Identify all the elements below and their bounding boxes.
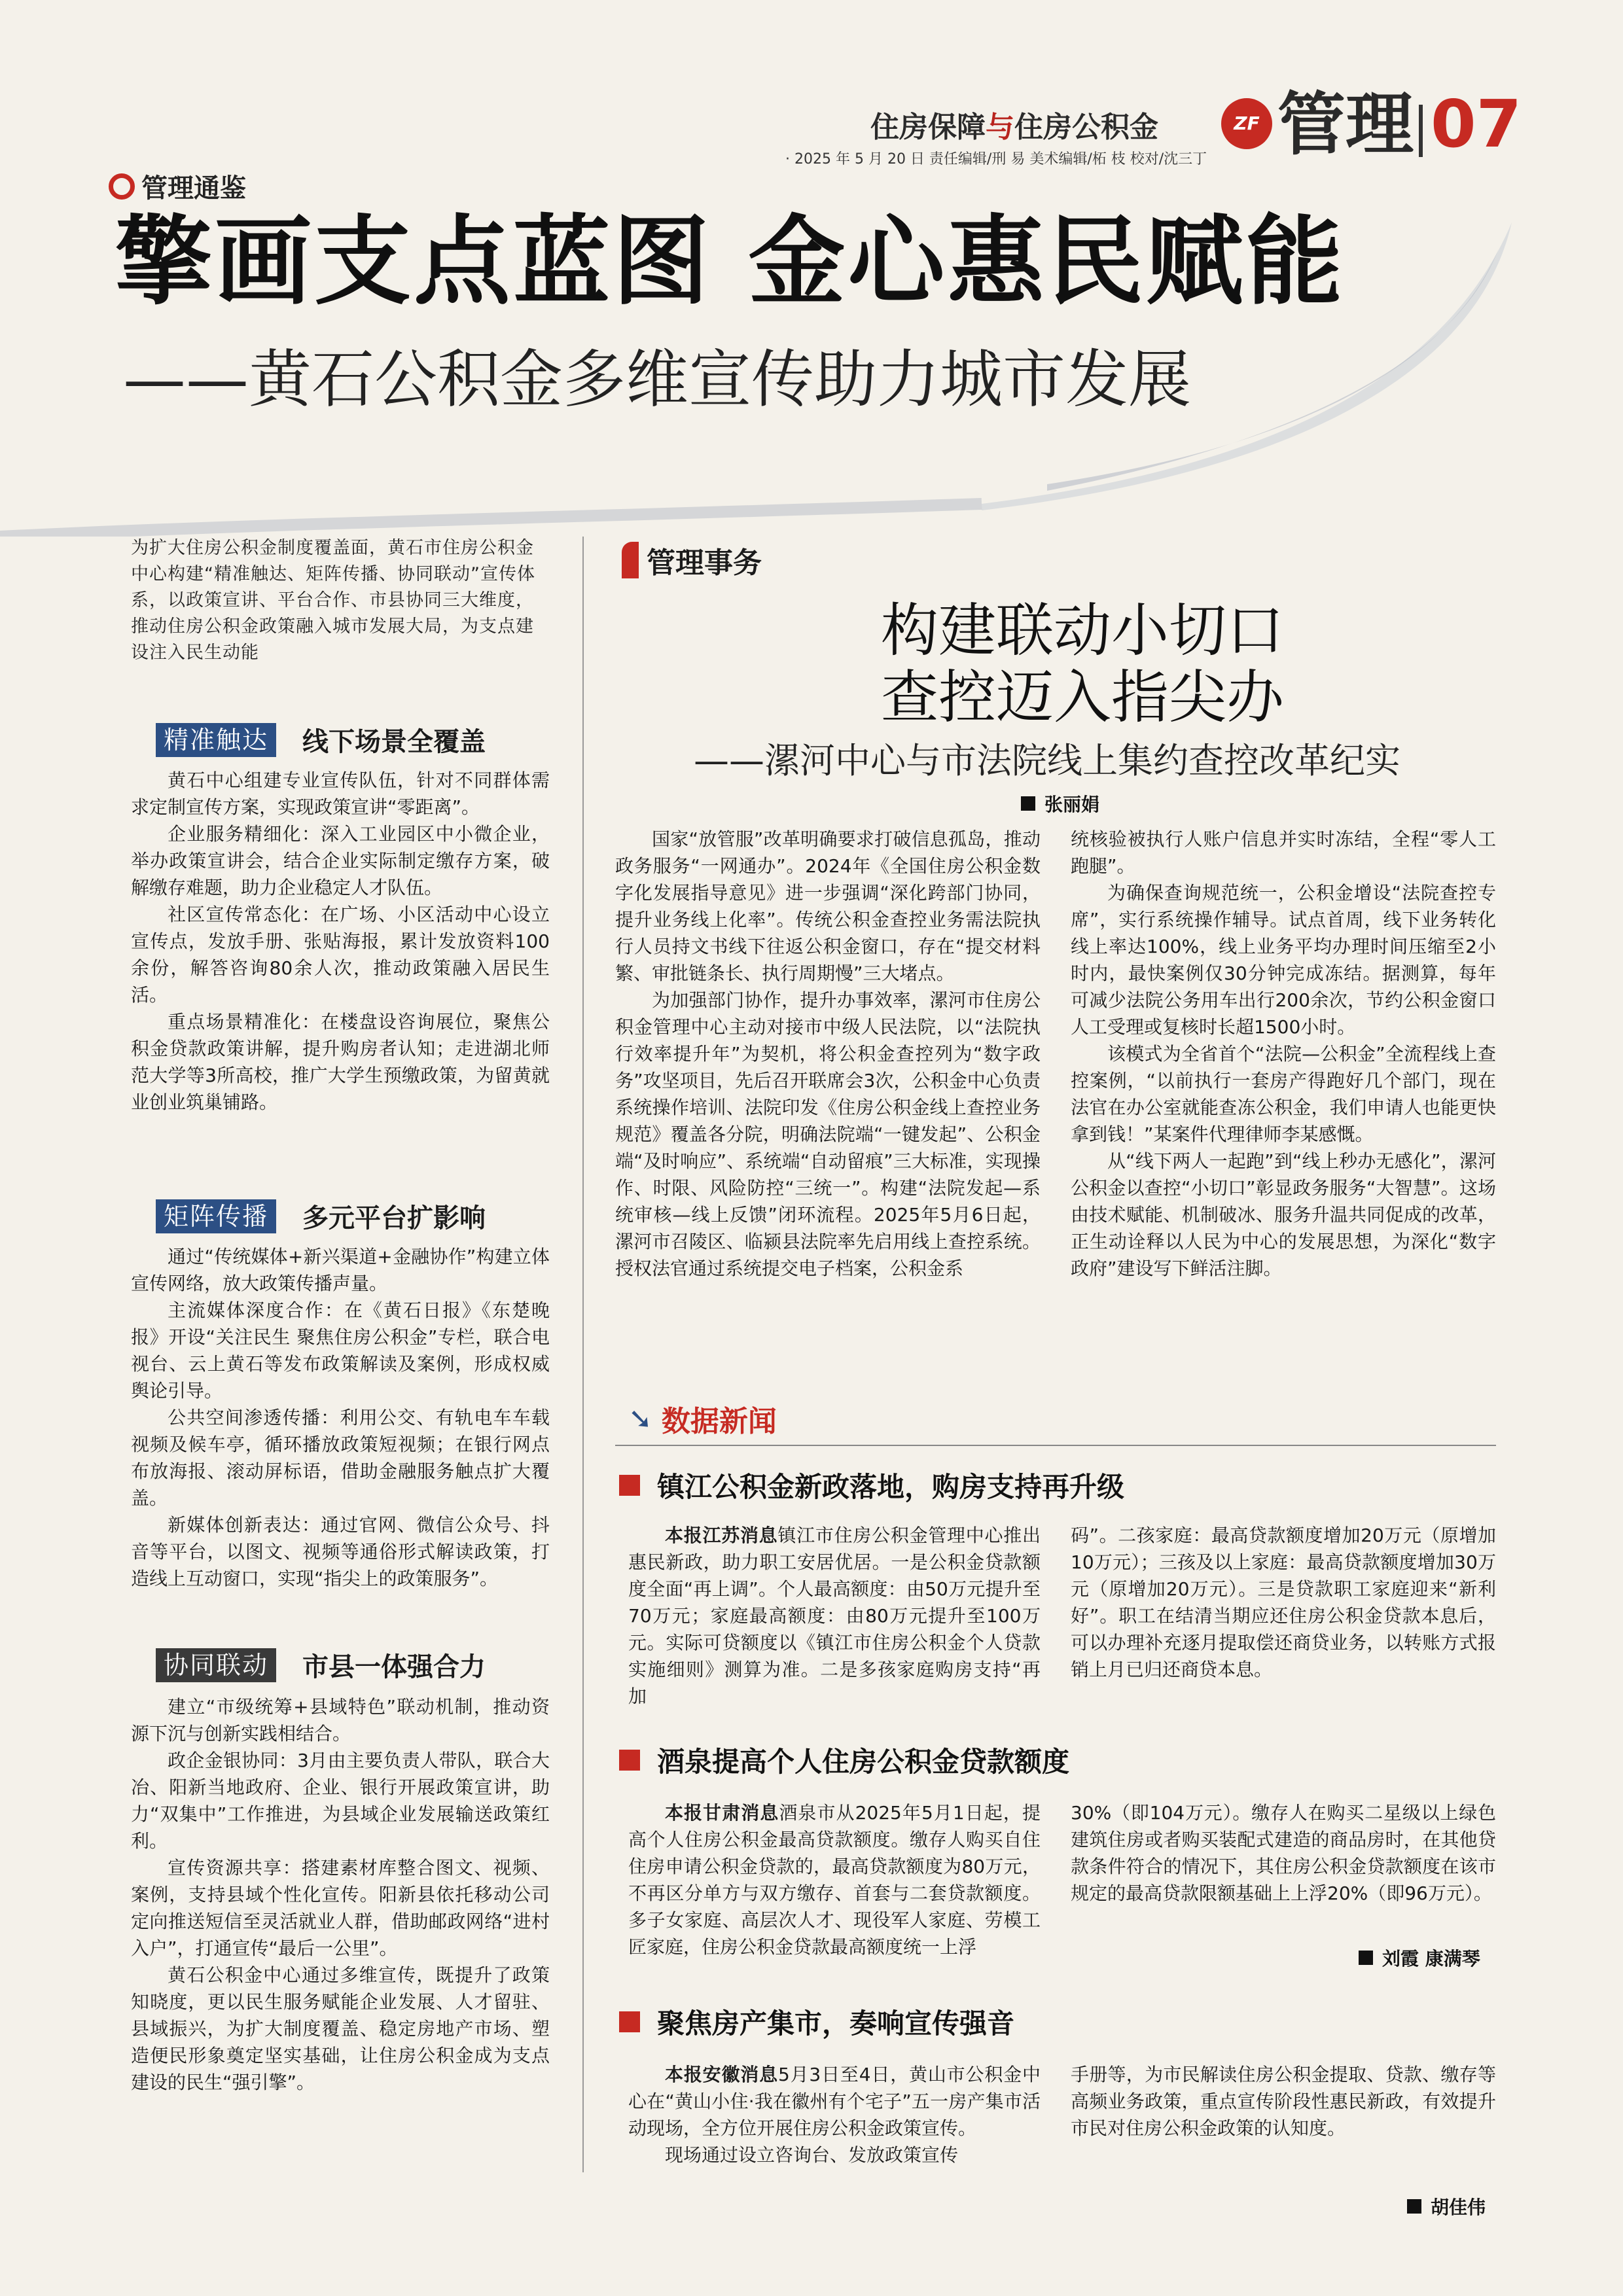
main-headline: 擎画支点蓝图 金心惠民赋能: [115, 204, 1346, 318]
news-byline: [1359, 1945, 1480, 1971]
news-title-text: 镇江公积金新政落地，购房支持再升级: [657, 1471, 1125, 1503]
paragraph: 主流媒体深度合作：在《黄石日报》《东楚晚报》开设“关注民生 聚焦住房公积金”专栏，联合电视台、云上黄石等发布政策解读及案例，形成权威舆论引导。: [131, 1299, 550, 1402]
header-title-part: 住房公积金: [1014, 111, 1158, 144]
news-text: 码”。二孩家庭：最高贷款额度增加20万元（原增加10万元）；三孩及以上家庭：最高贷款额度增加30万元（原增加20万元）。三是贷款职工家庭迎来“新利好”。职工在结清当期应还住房公积金贷款本息后，可以办理补充逐月提取偿还商贷业务，以转账方式报销上月已归还商贷本息。: [1071, 1525, 1496, 1680]
news-title-text: 酒泉提高个人住房公积金贷款额度: [657, 1746, 1070, 1778]
feature-tag: [622, 539, 762, 581]
section-heading: [156, 1646, 486, 1684]
byline-name: 胡佳伟: [1431, 2197, 1486, 2218]
news-column: [1071, 1799, 1496, 1907]
header-title-part: 住房保障: [870, 111, 986, 144]
news-lead: 本报甘肃消息: [665, 1802, 779, 1824]
data-news-label: 数据新闻: [661, 1405, 777, 1438]
section-body: [131, 1243, 550, 1592]
square-icon: [619, 1750, 640, 1771]
feature-title-line1: 构建联动小切口: [880, 597, 1284, 664]
square-icon: [619, 1475, 640, 1496]
data-news-heading: [628, 1398, 777, 1439]
paragraph: 政企金银协同：3月由主要负责人带队，联合大冶、阳新当地政府、企业、银行开展政策宣讲，助力“双集中”工作推进，为县域企业发展输送政策红利。: [131, 1750, 550, 1852]
paragraph: 新媒体创新表达：通过官网、微信公众号、抖音等平台，以图文、视频等通俗形式解读政策，打造线上互动窗口，实现“指尖上的政策服务”。: [131, 1514, 550, 1589]
paragraph: 通过“传统媒体+新兴渠道+金融协作”构建立体宣传网络，放大政策传播声量。: [131, 1246, 550, 1294]
paragraph: 建立“市级统筹+县域特色”联动机制，推动资源下沉与创新实践相结合。: [131, 1696, 550, 1744]
section-body: [131, 1693, 550, 2096]
section-body: [131, 767, 550, 1116]
section-heading: [156, 721, 486, 758]
paragraph: 统核验被执行人账户信息并实时冻结，全程“零人工跑腿”。: [1071, 828, 1496, 877]
section-tag: 矩阵传播: [156, 1199, 276, 1233]
news-text: 现场通过设立咨询台、发放政策宣传: [665, 2144, 959, 2166]
paragraph: 为加强部门协作，提升办事效率，漯河市住房公积金管理中心主动对接市中级人民法院，以“法院执行效率提升年”为契机，将公积金查控列为“数字政务”攻坚项目，先后召开联席会3次，公积金中心负责系统操作培训、法院印发《住房公积金线上查控业务规范》覆盖各分院，明确法院端“一键发起”、公积金端“及时响应”、系统端“自动留痕”三大标准，实现操作、时限、风险防控“三统一”。构建“法院发起—系统审核—线上反馈”闭环流程。2025年5月6日起，漯河市召陵区、临颍县法院率先启用线上查控系统。授权法官通过系统提交电子档案，公积金系: [615, 989, 1041, 1279]
column-divider: [582, 537, 584, 2172]
news-lead: 本报安徽消息: [665, 2064, 778, 2085]
byline-name: 张丽娟: [1044, 794, 1100, 815]
paragraph: 宣传资源共享：搭建素材库整合图文、视频、案例，支持县域个性化宣传。阳新县依托移动公司定向推送短信至灵活就业人群，借助邮政网络“进村入户”，打通宣传“最后一公里”。: [131, 1857, 550, 1959]
feature-tag-label: 管理事务: [647, 546, 762, 580]
news-column: [1071, 1522, 1496, 1683]
news-column: [628, 1522, 1041, 1710]
section-heading-text: 线下场景全覆盖: [302, 727, 486, 757]
section-tag: 精准触达: [156, 723, 276, 757]
news-column: [1071, 2061, 1496, 2142]
paragraph: 该模式为全省首个“法院—公积金”全流程线上查控案例，“以前执行一套房产得跑好几个部门，现在法官在办公室就能查冻公积金，我们申请人也能更快拿到钱！”某案件代理律师李某感慨。: [1071, 1043, 1496, 1145]
paper-header-title: [870, 103, 1158, 145]
page-number: 07: [1431, 86, 1522, 162]
feature-column-2: [1071, 826, 1496, 1282]
news-text: 镇江市住房公积金管理中心推出惠民新政，助力职工安居优居。一是公积金贷款额度全面“再上调”。个人最高额度：由50万元提升至70万元；家庭最高额度：由80万元提升至100万元。实际可贷额度以《镇江市住房公积金个人贷款实施细则》测算为准。二是多孩家庭购房支持“再加: [628, 1525, 1041, 1707]
header-title-and: 与: [986, 111, 1014, 144]
paragraph: 公共空间渗透传播：利用公交、有轨电车车载视频及候车亭，循环播放政策短视频；在银行网点布放海报、滚动屏标语，借助金融服务触点扩大覆盖。: [131, 1407, 550, 1509]
square-icon: [619, 2011, 640, 2032]
news-byline: [1407, 2193, 1486, 2219]
news-text: 酒泉市从2025年5月1日起，提高个人住房公积金最高贷款额度。缴存人购买自住住房申请公积金贷款的，最高贷款额度为80万元，不再区分单方与双方缴存、首套与二套贷款额度。多子女家庭、高层次人才、现役军人家庭、劳模工匠家庭，住房公积金贷款最高额度统一上浮: [628, 1802, 1041, 1958]
divider: [615, 1445, 1496, 1446]
section-tag: 协同联动: [156, 1648, 276, 1682]
feature-subtitle: ——漯河中心与市法院线上集约查控改革纪实: [694, 740, 1400, 781]
news-text: 5月3日至4日，黄山市公积金中心在“黄山小住·我在徽州有个宅子”五一房产集市活动现场，全方位开展住房公积金政策宣传。: [628, 2064, 1041, 2139]
lead-paragraph: 为扩大住房公积金制度覆盖面，黄石市住房公积金中心构建“精准触达、矩阵传播、协同联动”宣传体系，以政策宣讲、平台合作、市县协同三大维度，推动住房公积金政策融入城市发展大局，为支点建设注入民生动能: [131, 538, 535, 663]
news-column: [628, 1799, 1041, 1960]
header-divider: [1419, 105, 1423, 157]
kicker-label: 管理通鉴: [141, 173, 246, 203]
news-column: [628, 2061, 1041, 2168]
feature-byline: [1021, 790, 1099, 817]
news-text: 30%（即104万元）。缴存人在购买二星级以上绿色建筑住房或者购买装配式建造的商品房时，在其他贷款条件符合的情况下，其住房公积金贷款额度在该市规定的最高贷款限额基础上上浮20%（即96万元）。: [1071, 1802, 1496, 1904]
square-icon: [1407, 2199, 1421, 2214]
section-heading-text: 市县一体强合力: [302, 1652, 486, 1682]
main-subheadline: ——黄石公积金多维宣传助力城市发展: [123, 343, 1191, 416]
news-title: [619, 1740, 1069, 1780]
paragraph: 为确保查询规范统一，公积金增设“法院查控专席”，实行系统操作辅导。试点首周，线下业务转化线上率达100%，线上业务平均办理时间压缩至2小时内，最快案例仅30分钟完成冻结。据测算，每年可减少法院公务用车出行200余次，节约公积金窗口人工受理或复核时长超1500小时。: [1071, 882, 1496, 1038]
news-lead: 本报江苏消息: [665, 1525, 778, 1546]
paper-logo: ZF: [1221, 98, 1272, 149]
news-text: 手册等，为市民解读住房公积金提取、贷款、缴存等高频业务政策，重点宣传阶段性惠民新政，有效提升市民对住房公积金政策的认知度。: [1071, 2064, 1496, 2139]
paragraph: 从“线下两人一起跑”到“线上秒办无感化”，漯河公积金以查控“小切口”彰显政务服务“大智慧”。这场由技术赋能、机制破冰、服务升温共同促成的改革，正生动诠释以人民为中心的发展思想，为深化“数字政府”建设写下鲜活注脚。: [1071, 1150, 1496, 1279]
section-heading-text: 多元平台扩影响: [302, 1203, 486, 1233]
news-title: [619, 1466, 1124, 1505]
paragraph: 黄石公积金中心通过多维宣传，既提升了政策知晓度，更以民生服务赋能企业发展、人才留驻、县域振兴，为扩大制度覆盖、稳定房地产市场、塑造便民形象奠定坚实基础，让住房公积金成为支点建设的民生“强引擎”。: [131, 1964, 550, 2093]
paragraph: 黄石中心组建专业宣传队伍，针对不同群体需求定制宣传方案，实现政策宣讲“零距离”。: [131, 769, 550, 818]
feature-column-1: [615, 826, 1041, 1282]
paragraph: 社区宣传常态化：在广场、小区活动中心设立宣传点，发放手册、张贴海报，累计发放资料100余份，解答咨询80余人次，推动政策融入居民生活。: [131, 904, 550, 1006]
section-name: 管理: [1277, 84, 1414, 164]
byline-name: 刘霞 康满琴: [1382, 1948, 1480, 1969]
arrow-icon: ➘: [628, 1402, 652, 1436]
section-heading: [156, 1197, 486, 1235]
news-title: [619, 2002, 1014, 2041]
square-icon: [1359, 1951, 1373, 1965]
paragraph: 企业服务精细化：深入工业园区中小微企业，举办政策宣讲会，结合企业实际制定缴存方案，破解缴存难题，助力企业稳定人才队伍。: [131, 823, 550, 898]
paragraph: 重点场景精准化：在楼盘设咨询展位，聚焦公积金贷款政策讲解，提升购房者认知；走进湖北师范大学等3所高校，推广大学生预缴政策，为留黄就业创业筑巢铺路。: [131, 1011, 550, 1113]
circle-icon: [109, 173, 135, 200]
header-meta: · 2025 年 5 月 20 日 责任编辑/刑 易 美术编辑/柘 枝 校对/沈三丁: [785, 151, 1207, 168]
paragraph: 国家“放管服”改革明确要求打破信息孤岛，推动政务服务“一网通办”。2024年《全国住房公积金数字化发展指导意见》进一步强调“深化跨部门协同，提升业务线上化率”。传统公积金查控业务需法院执行人员持文书线下往返公积金窗口，存在“提交材料繁、审批链条长、执行周期慢”三大堵点。: [615, 828, 1041, 984]
square-icon: [1021, 796, 1035, 811]
feature-title-line2: 查控迈入指尖办: [880, 663, 1284, 731]
flag-icon: [622, 542, 639, 578]
news-title-text: 聚焦房产集市，奏响宣传强音: [657, 2007, 1015, 2040]
